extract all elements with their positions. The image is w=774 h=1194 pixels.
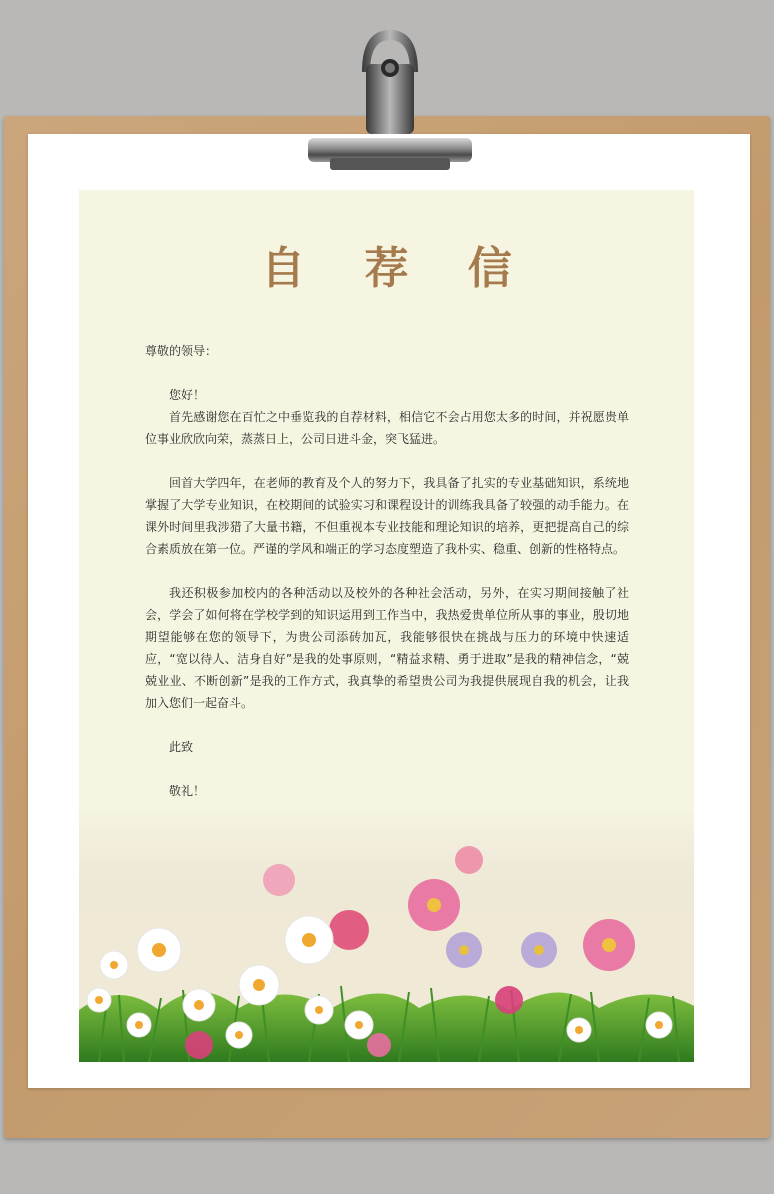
paragraph-1: 首先感谢您在百忙之中垂览我的自荐材料，相信它不会占用您太多的时间，并祝愿贵单位事业欣欣向荣，蒸蒸日上，公司日进斗金，突飞猛进。 xyxy=(145,410,629,446)
greeting: 您好！ xyxy=(169,388,206,402)
closing-line-2: 敬礼！ xyxy=(169,784,206,798)
closing-line-1: 此致 xyxy=(169,740,194,754)
flower-meadow-illustration xyxy=(79,810,694,1062)
letter-title: 自 荐 信 xyxy=(261,243,534,294)
paragraph-2: 回首大学四年，在老师的教育及个人的努力下，我具备了扎实的专业基础知识，系统地掌握了大学专业知识，在校期间的试验实习和课程设计的训练我具备了较强的动手能力。在课外时间里我涉猎了大量书籍，不但重视本专业技能和理论知识的培养，更把提高自己的综合素质放在第一位。严谨的学风和端正的学习态度塑造了我朴实、稳重、创新的性格特点。 xyxy=(145,476,629,556)
binder-clip-icon xyxy=(300,24,480,184)
letter-page xyxy=(79,190,694,1062)
paragraph-3: 我还积极参加校内的各种活动以及校外的各种社会活动，另外，在实习期间接触了社会，学会了如何将在学校学到的知识运用到工作当中，我热爱贵单位所从事的事业，殷切地期望能够在您的领导下，为贵公司添砖加瓦，我能够很快在挑战与压力的环境中快速适应，“宽以待人、洁身自好”是我的处事原则，“精益求精、勇于进取”是我的精神信念，“兢兢业业、不断创新”是我的工作方式，我真挚的希望贵公司为我提供展现自我的机会，让我加入您们一起奋斗。 xyxy=(145,586,629,710)
letter-body xyxy=(145,340,629,802)
salutation: 尊敬的领导： xyxy=(145,344,218,358)
